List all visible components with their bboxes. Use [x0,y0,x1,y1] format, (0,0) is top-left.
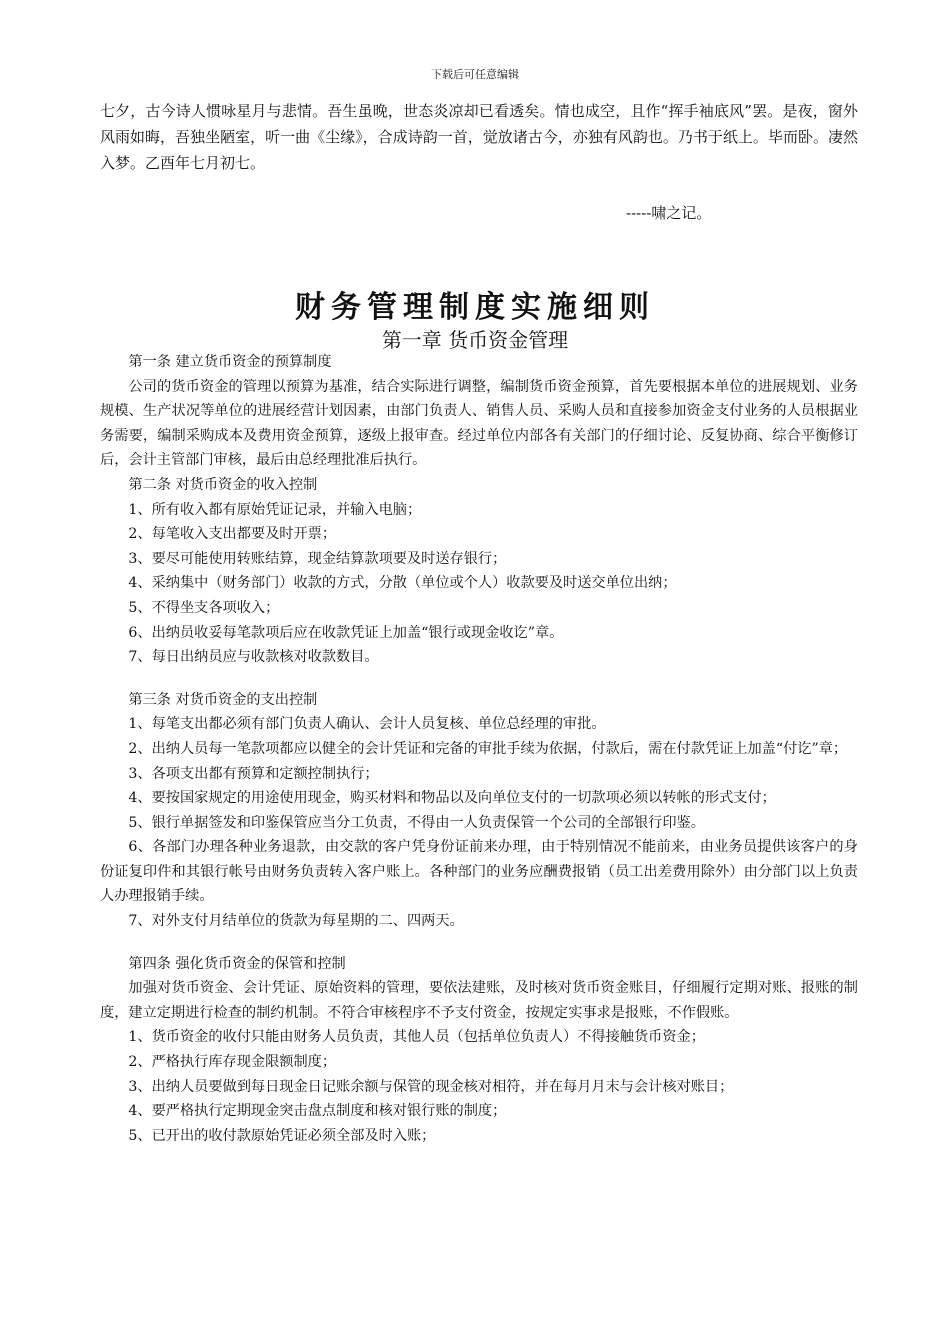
list-item: 5、不得坐支各项收入； [128,599,280,616]
document-body [100,350,858,1148]
list-item: 7、每日出纳员应与收款核对收款数目。 [128,649,379,666]
list-item: 4、要严格执行定期现金突击盘点制度和核对银行账的制度； [128,1103,507,1120]
article-heading: 第二条 对货币资金的收入控制 [128,476,318,493]
page-header: 下载后可任意编辑 [431,68,519,81]
document-title: 财务管理制度实施细则 [295,290,655,325]
list-item: 5、银行单据签发和印鉴保管应当分工负责，不得由一人负责保管一个公司的全部银行印鉴。 [128,814,705,831]
list-item: 3、各项支出都有预算和定额控制执行； [128,765,379,782]
preface-paragraph: 七夕，古今诗人惯咏星月与悲情。吾生虽晚，世态炎凉却已看透矣。情也成空，且作“挥手袖底风”罢。是夜，窗外风雨如晦，吾独坐陋室，听一曲《尘缘》，合成诗韵一首，觉放诸古今，亦独有风韵也。乃书于纸上。毕而卧。凄然入梦。乙酉年七月初七。 [100,102,858,172]
list-item: 6、出纳员收妥每笔款项后应在收款凭证上加盖“银行或现金收讫”章。 [128,624,564,641]
list-item: 1、货币资金的收付只能由财务人员负责，其他人员（包括单位负责人）不得接触货币资金； [128,1029,705,1046]
list-item: 1、所有收入都有原始凭证记录，并输入电脑； [128,501,422,518]
section-spacer [100,670,858,688]
list-item: 2、出纳人员每一笔款项都应以健全的会计凭证和完备的审批手续为依据，付款后，需在付款凭证上加盖“付讫”章； [128,740,848,757]
list-item: 4、采纳集中（财务部门）收款的方式，分散（单位或个人）收款要及时送交单位出纳； [128,575,677,592]
list-item: 3、要尽可能使用转账结算，现金结算款项要及时送存银行； [128,550,507,567]
list-item: 5、已开出的收付款原始凭证必须全部及时入账； [128,1127,436,1144]
list-item: 4、要按国家规定的用途使用现金，购买材料和物品以及向单位支付的一切款项必须以转帐的形式支付； [128,790,776,807]
list-item: 6、各部门办理各种业务退款，由交款的客户凭身份证前来办理，由于特别情况不能前来，由业务员提供该客户的身份证复印件和其银行帐号由财务负责转入客户账上。各种部门的业务应酬费报销（员工出差费用除外）由分部门以上负责人办理报销手续。 [100,839,858,905]
article-heading: 第三条 对货币资金的支出控制 [128,691,318,708]
chapter-heading: 第一章 货币资金管理 [381,328,569,352]
article-paragraph: 加强对货币资金、会计凭证、原始资料的管理，要依法建账，及时核对货币资金账目，仔细履行定期对账、报账的制度，建立定期进行检查的制约机制。不符合审核程序不予支付资金，按规定实事求是报账，不作假账。 [100,980,858,1021]
list-item: 2、每笔收入支出都要及时开票； [128,526,337,543]
section-spacer [100,934,858,952]
article-heading: 第四条 强化货币资金的保管和控制 [128,955,346,972]
list-item: 1、每笔支出都必须有部门负责人确认、会计人员复核、单位总经理的审批。 [128,716,606,733]
list-item: 3、出纳人员要做到每日现金日记账余额与保管的现金核对相符，并在每月月末与会计核对账目； [128,1078,734,1095]
article-heading: 第一条 建立货币资金的预算制度 [128,354,332,370]
list-item: 7、对外支付月结单位的货款为每星期的二、四两天。 [128,913,464,930]
article-paragraph: 公司的货币资金的管理以预算为基准，结合实际进行调整，编制货币资金预算，首先要根据本单位的进展规划、业务规模、生产状况等单位的进展经营计划因素，由部门负责人、销售人员、采购人员和直接参加资金支付业务的人员根据业务需要，编制采购成本及费用资金预算，逐级上报审查。经过单位内部各有关部门的仔细讨论、反复协商、综合平衡修订后，会计主管部门审核，最后由总经理批准后执行。 [100,378,858,469]
list-item: 2、严格执行库存现金限额制度； [128,1054,337,1071]
preface-signature: -----啸之记。 [626,204,712,222]
preface-block [100,98,858,176]
